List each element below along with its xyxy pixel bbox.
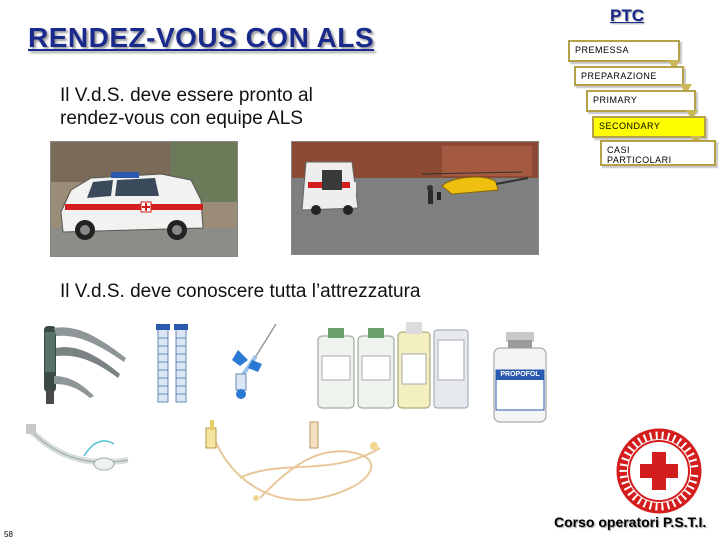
- iv-cannula-image: [222, 320, 288, 406]
- step-casi-particolari[interactable]: [600, 140, 716, 166]
- ptc-link[interactable]: PTC: [610, 6, 644, 25]
- step-label: PRIMARY: [593, 95, 638, 105]
- step-premessa[interactable]: [568, 40, 680, 62]
- corrugated-tube-image: [150, 322, 196, 408]
- infusion-set-image: [200, 418, 410, 514]
- step-secondary[interactable]: [592, 116, 706, 138]
- vial-label: PROPOFOL: [500, 371, 540, 378]
- slide-number: 58: [4, 530, 13, 539]
- infusion-bottles-image: [312, 318, 488, 412]
- endotracheal-tube-image: [24, 420, 134, 484]
- step-label: CASI PARTICOLARI: [607, 145, 672, 165]
- text-line-2: rendez-vous con equipe ALS: [60, 108, 303, 129]
- ambulance-helicopter-photo: [291, 141, 539, 255]
- propofol-vial-image: [486, 330, 554, 426]
- step-label: PREMESSA: [575, 45, 630, 55]
- course-credit: Corso operatori P.S.T.I.: [554, 514, 707, 530]
- red-cross-logo: [616, 428, 702, 514]
- text-line-3: Il V.d.S. deve conoscere tutta l’attrezzatura: [60, 281, 421, 302]
- step-label: SECONDARY: [599, 121, 661, 131]
- slide-title: RENDEZ-VOUS CON ALS: [28, 22, 375, 53]
- step-label: PREPARAZIONE: [581, 71, 657, 81]
- ambulance-car-photo: [50, 141, 238, 257]
- laryngoscope-image: [28, 318, 140, 412]
- text-line-1: Il V.d.S. deve essere pronto al: [60, 85, 313, 106]
- step-preparazione[interactable]: [574, 66, 684, 86]
- step-primary[interactable]: [586, 90, 696, 112]
